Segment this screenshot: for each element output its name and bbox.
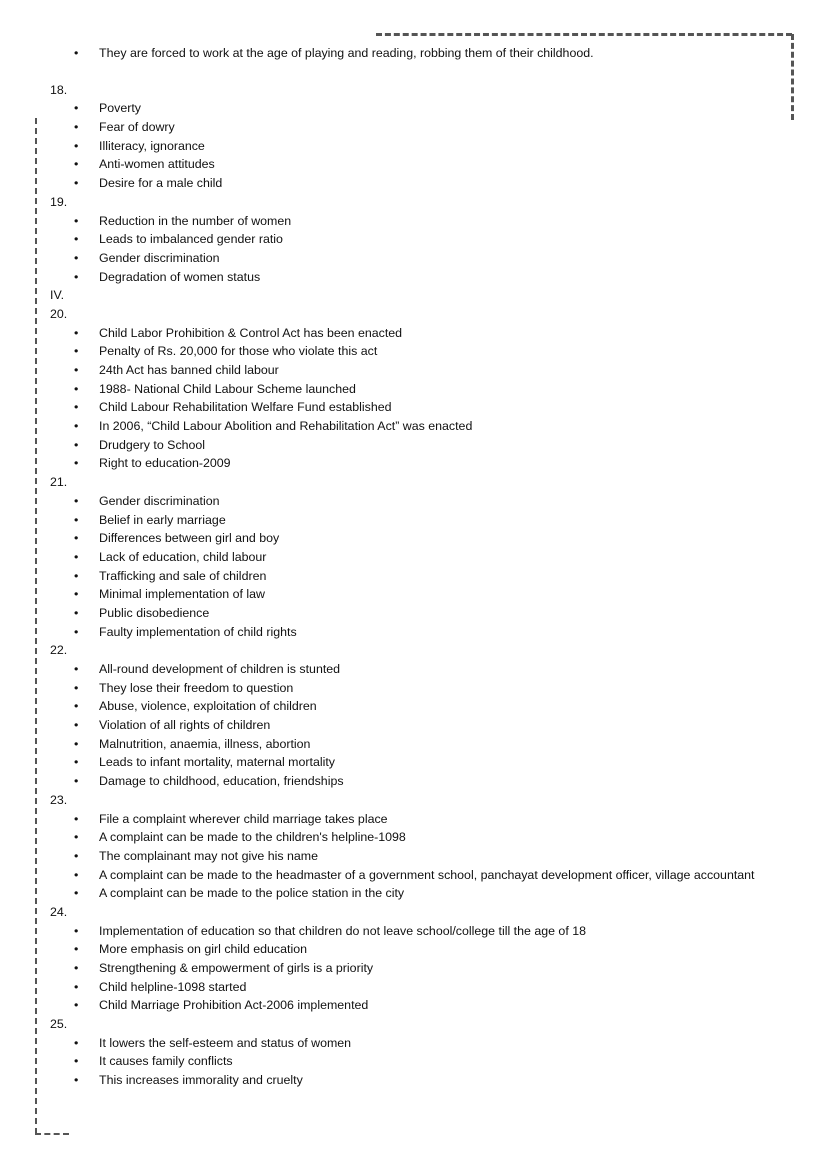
list-item: • Anti-women attitudes: [0, 155, 827, 174]
list-item: • A complaint can be made to the headmaster of a government school, panchayat development officer, village accountant: [0, 866, 827, 885]
list-item: • Desire for a male child: [0, 174, 827, 193]
list-item: • Gender discrimination: [0, 249, 827, 268]
answer-section: [0, 473, 827, 641]
section-number: 21.: [50, 475, 68, 490]
list-item: • Implementation of education so that children do not leave school/college till the age of 18: [0, 922, 827, 941]
page-frame-top-border: [376, 33, 792, 36]
list-item: • Damage to childhood, education, friendships: [0, 772, 827, 791]
list-item: • They lose their freedom to question: [0, 679, 827, 698]
section-number: 25.: [50, 1017, 68, 1032]
list-item: • A complaint can be made to the police station in the city: [0, 884, 827, 903]
list-item: • Reduction in the number of women: [0, 212, 827, 231]
list-item: • The complainant may not give his name: [0, 847, 827, 866]
list-item: • Faulty implementation of child rights: [0, 623, 827, 642]
answer-section: [0, 641, 827, 791]
list-item: • Lack of education, child labour: [0, 548, 827, 567]
list-item: • Minimal implementation of law: [0, 585, 827, 604]
list-item: • Child Labor Prohibition & Control Act has been enacted: [0, 324, 827, 343]
list-item: • Child helpline-1098 started: [0, 978, 827, 997]
document-body: [0, 44, 827, 1090]
list-item: • Public disobedience: [0, 604, 827, 623]
section-number: 20.: [50, 306, 68, 321]
section-number: 19.: [50, 194, 68, 209]
list-item: • Belief in early marriage: [0, 511, 827, 530]
answer-section: [0, 286, 827, 305]
list-item: • Leads to infant mortality, maternal mortality: [0, 753, 827, 772]
list-item: • Child Labour Rehabilitation Welfare Fund established: [0, 398, 827, 417]
section-number: 22.: [50, 643, 68, 658]
answer-section: [0, 193, 827, 286]
list-item: • They are forced to work at the age of playing and reading, robbing them of their childhood.: [0, 44, 827, 63]
list-item: • Trafficking and sale of children: [0, 567, 827, 586]
list-item: • In 2006, “Child Labour Abolition and Rehabilitation Act” was enacted: [0, 417, 827, 436]
list-item: • Violation of all rights of children: [0, 716, 827, 735]
list-item: • Drudgery to School: [0, 436, 827, 455]
answer-section: [0, 305, 827, 473]
section-number: 24.: [50, 904, 68, 919]
list-item: • Abuse, violence, exploitation of children: [0, 697, 827, 716]
list-item: • Illiteracy, ignorance: [0, 137, 827, 156]
list-item: • 1988- National Child Labour Scheme launched: [0, 380, 827, 399]
list-item: • Poverty: [0, 99, 827, 118]
section-number: 23.: [50, 792, 68, 807]
answer-section: [0, 1015, 827, 1090]
list-item: • File a complaint wherever child marriage takes place: [0, 810, 827, 829]
section-number: IV.: [50, 288, 65, 303]
list-item: • Gender discrimination: [0, 492, 827, 511]
list-item: • Child Marriage Prohibition Act-2006 implemented: [0, 996, 827, 1015]
list-item: • Differences between girl and boy: [0, 529, 827, 548]
list-item: • All-round development of children is stunted: [0, 660, 827, 679]
page-frame-bottom-border: [35, 1133, 69, 1135]
list-item: • Right to education-2009: [0, 454, 827, 473]
list-item: • Leads to imbalanced gender ratio: [0, 230, 827, 249]
list-item: • This increases immorality and cruelty: [0, 1071, 827, 1090]
answer-section: [0, 81, 827, 193]
list-item: • It lowers the self-esteem and status of women: [0, 1034, 827, 1053]
section-number: 18.: [50, 82, 68, 97]
list-item: • Degradation of women status: [0, 268, 827, 287]
list-item: • Strengthening & empowerment of girls is a priority: [0, 959, 827, 978]
list-item: • 24th Act has banned child labour: [0, 361, 827, 380]
list-item: • It causes family conflicts: [0, 1052, 827, 1071]
answer-sections: [0, 81, 827, 1090]
intro-list: [0, 44, 827, 63]
list-item: • Penalty of Rs. 20,000 for those who violate this act: [0, 342, 827, 361]
list-item: • A complaint can be made to the children's helpline-1098: [0, 828, 827, 847]
answer-section: [0, 791, 827, 903]
answer-section: [0, 903, 827, 1015]
list-item: • More emphasis on girl child education: [0, 940, 827, 959]
list-item: • Malnutrition, anaemia, illness, abortion: [0, 735, 827, 754]
list-item: • Fear of dowry: [0, 118, 827, 137]
